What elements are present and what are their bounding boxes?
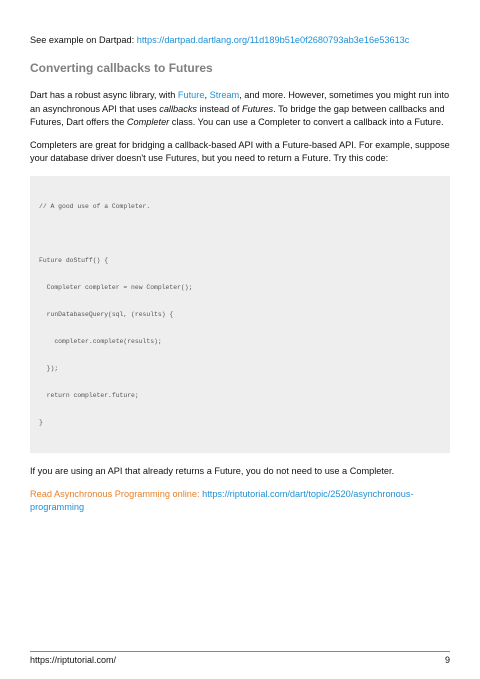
page-number: 9 [444,655,450,665]
code-line: Completer completer = new Completer(); [39,283,193,291]
future-link[interactable]: Future [177,90,205,101]
paragraph-completers: Completers are great for bridging a callback-based API with a Future-based API. For example, suppose your database driver doesn't use Futures, but you need to return a Future. Try this code: [30,140,450,164]
paragraph-async-library [30,89,450,129]
text: . To bridge the gap between callbacks and Futures, Dart offers the [30,103,445,127]
footer-site: https://riptutorial.com/ [30,655,117,665]
code-line: Future doStuff() { [39,256,109,264]
section-heading: Converting callbacks to Futures [30,61,213,76]
read-online-line [30,488,450,515]
dartpad-prefix: See example on Dartpad: [30,35,137,45]
page-footer [30,651,450,665]
code-line: return completer.future; [39,391,139,399]
text: , [204,90,210,101]
dartpad-link[interactable]: https://dartpad.dartlang.org/11d189b51e0f2680793ab3e16e53613c [136,35,410,45]
read-online-label: Read Asynchronous Programming online: [30,489,203,500]
code-line: runDatabaseQuery(sql, (results) { [39,310,174,318]
stream-link[interactable]: Stream [209,90,240,101]
paragraph-existing-future: If you are using an API that already returns a Future, you do not need to use a Completer. [30,465,395,476]
completer-emphasis: Completer [126,116,170,127]
code-line: } [39,418,43,426]
code-line: // A good use of a Completer. [39,202,151,210]
code-block [30,176,450,453]
code-line: completer.complete(results); [39,337,162,345]
futures-emphasis: Futures [241,103,274,114]
read-online-link[interactable]: https://riptutorial.com/dart/topic/2520/asynchronous-programming [30,489,414,513]
text: class. You can use a Completer to convert a callback into a Future. [169,116,444,127]
dartpad-line [30,34,450,47]
code-line [39,229,441,238]
callbacks-emphasis: callbacks [159,103,198,114]
text: instead of [197,103,242,114]
page-content [30,34,450,515]
text: Dart has a robust async library, with [30,90,178,101]
text: , and more. However, sometimes you might run into an asynchronous API that uses [30,90,450,114]
code-line: }); [39,364,59,372]
